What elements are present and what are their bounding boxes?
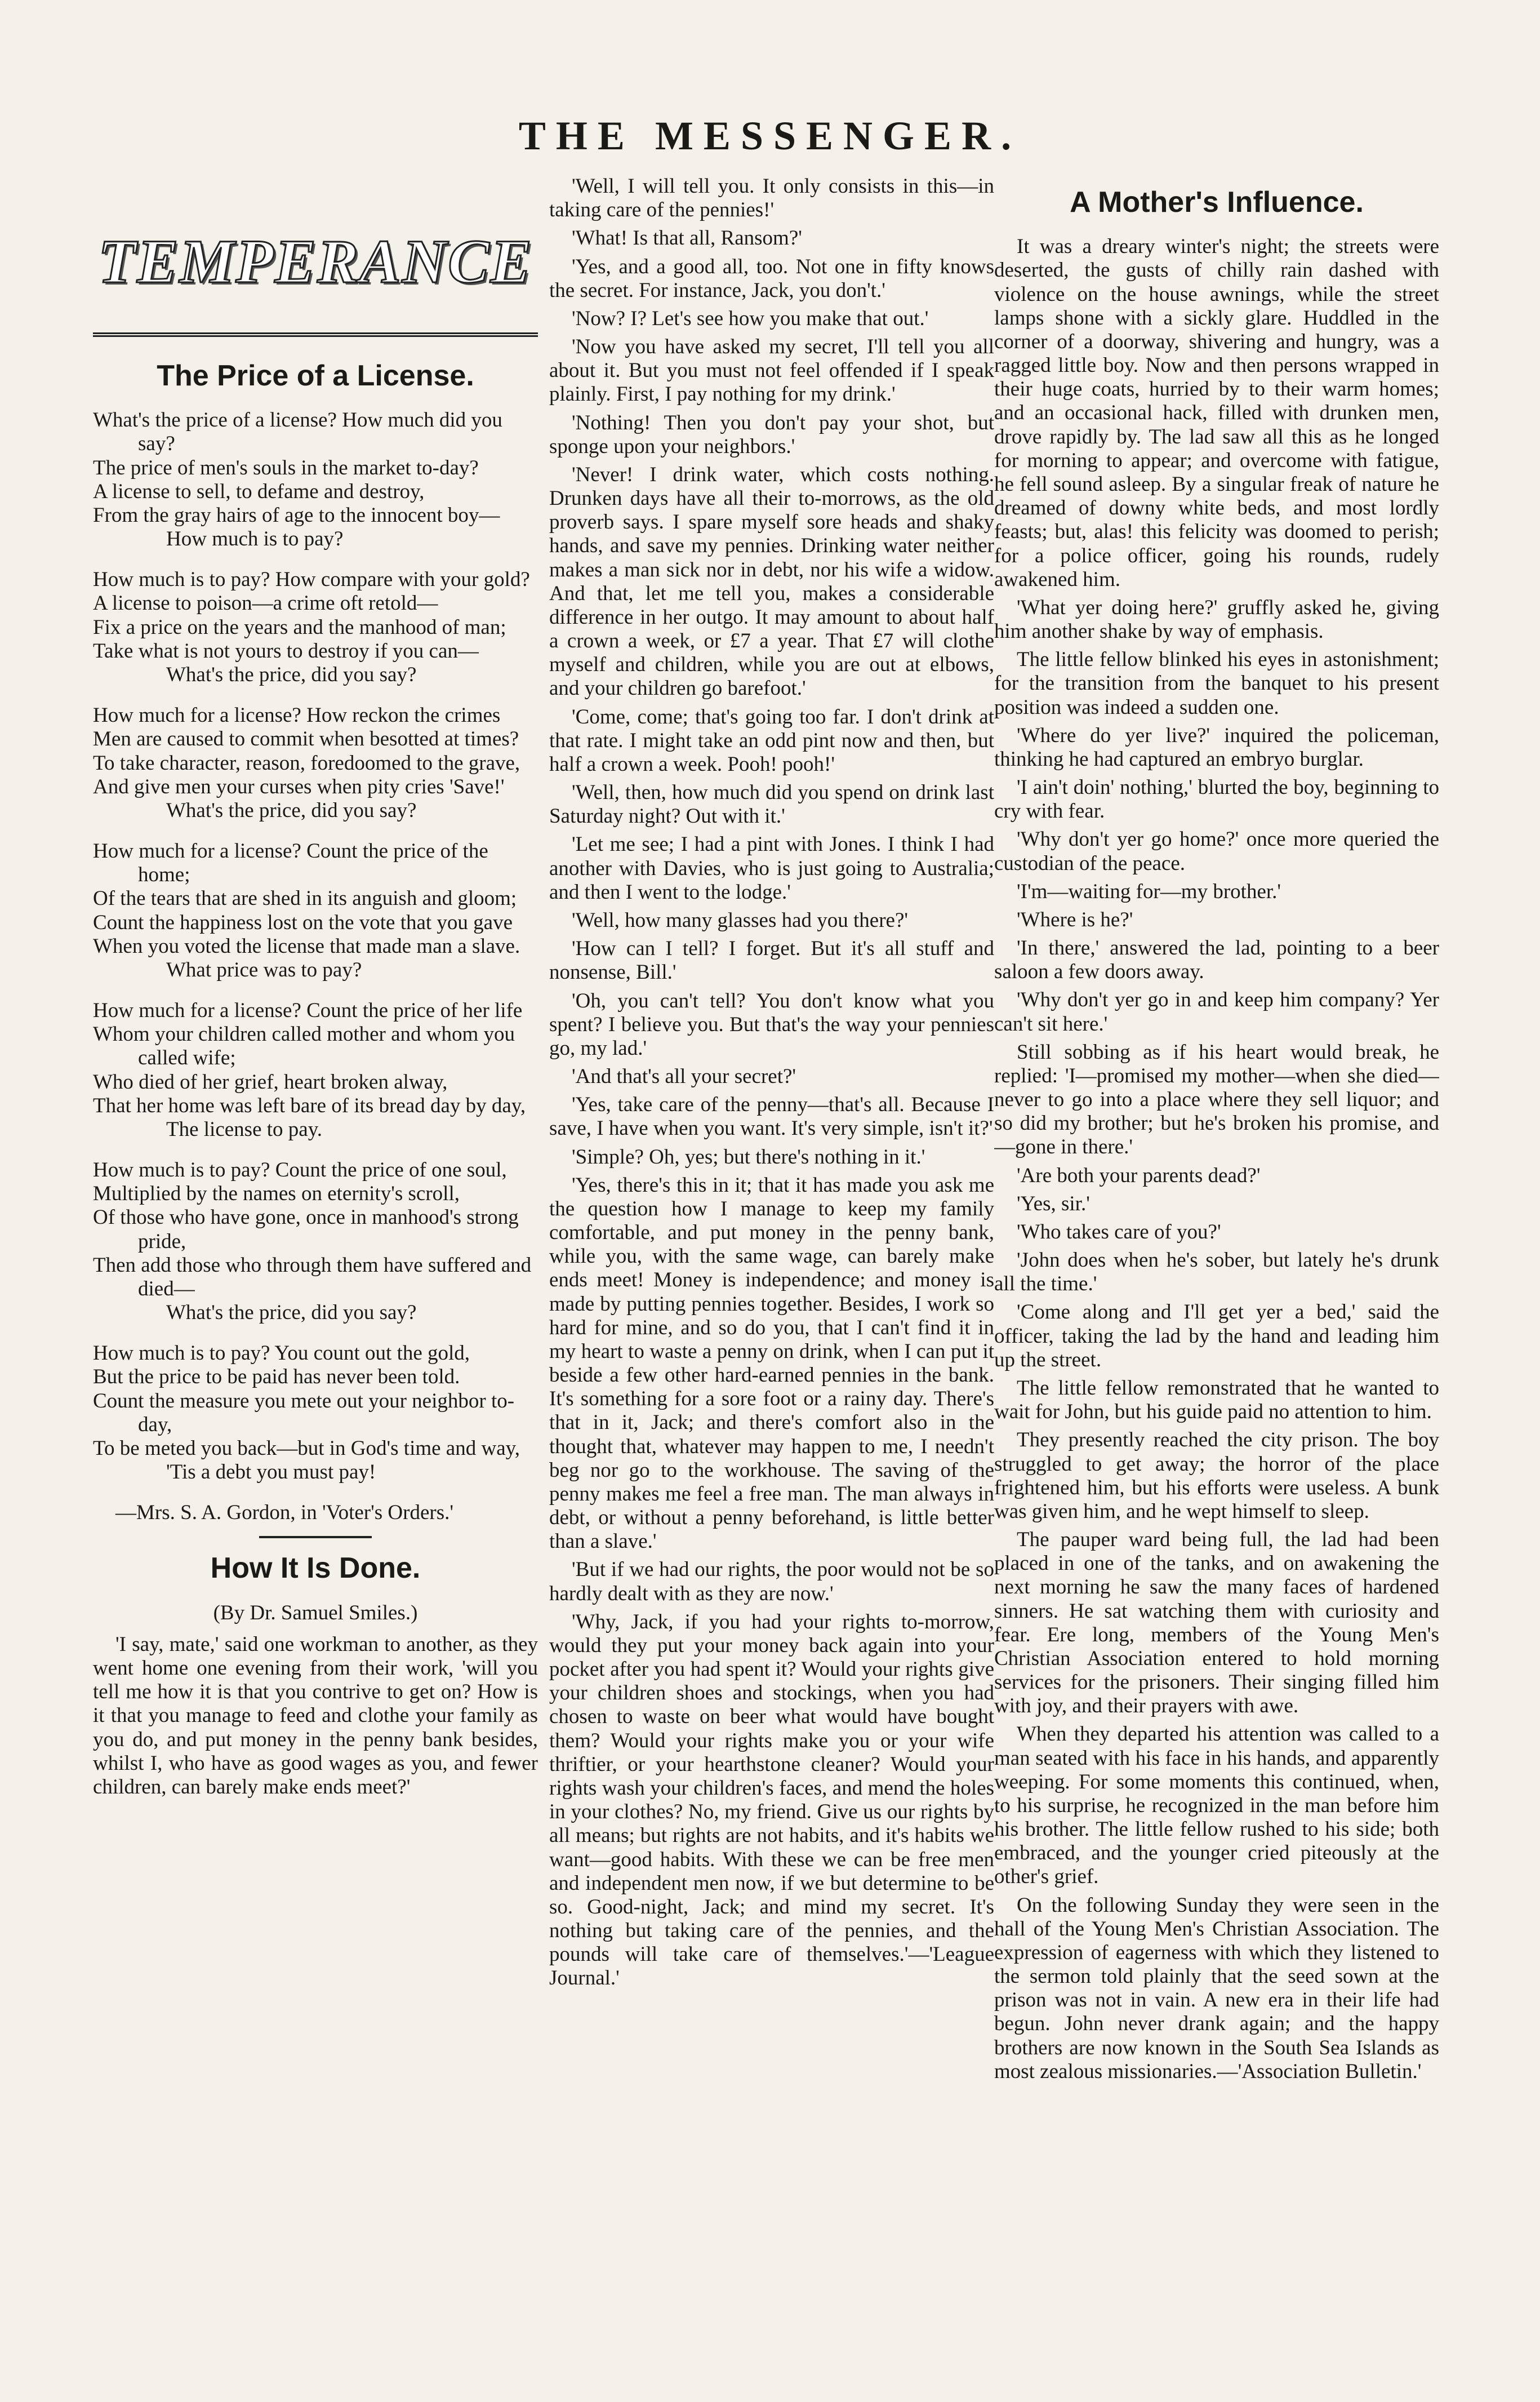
article-paragraph: 'Who takes care of you?' — [1017, 1220, 1221, 1244]
article-paragraph: 'Where is he?' — [1017, 908, 1133, 931]
column-middle — [549, 175, 994, 2372]
story-paragraph: 'Nothing! Then you don't pay your shot, but sponge upon your neighbors.' — [549, 411, 994, 458]
story-paragraph: 'But if we had our rights, the poor would not be so hardly dealt with as they are now.' — [549, 1558, 994, 1605]
poem-stanza — [93, 568, 538, 687]
story-paragraph: 'Now? I? Let's see how you make that out.' — [572, 307, 929, 330]
poem-refrain: The license to pay. — [166, 1117, 323, 1141]
article-paragraph: 'I'm—waiting for—my brother.' — [1017, 880, 1281, 903]
poem-refrain: What's the price, did you say? — [166, 798, 417, 822]
poem-line: Take what is not yours to destroy if you can— — [93, 639, 479, 663]
article-paragraph: When they departed his attention was called to a man seated with his face in his hands, and apparently weeping. For some moments this continued, when, to his surprise, he recognized in the man before him his brother. The little fellow rushed to his side; both embraced, and the younger cried piteously at the other's grief. — [994, 1722, 1439, 1889]
story-title: How It Is Done. — [210, 1552, 421, 1585]
article-paragraph: The little fellow remonstrated that he wanted to wait for John, but his guide paid no attention to him. — [994, 1377, 1439, 1424]
article-body — [994, 235, 1439, 2084]
poem-stanza — [93, 409, 538, 551]
poem-line: How much for a license? Count the price of the home; — [93, 840, 488, 887]
article-paragraph: The little fellow blinked his eyes in astonishment; for the transition from the banquet to his present position was indeed a sudden one. — [994, 648, 1439, 719]
poem-line: From the gray hairs of age to the innocent boy— — [93, 503, 500, 527]
poem-line: How much is to pay? How compare with your gold? — [93, 568, 530, 592]
poem-stanza — [93, 704, 538, 823]
article-paragraph: 'Come along and I'll get yer a bed,' said the officer, taking the lad by the hand and leading him up the street. — [994, 1300, 1439, 1371]
poem-line: Count the happiness lost on the vote that you gave — [93, 911, 513, 934]
poem-stanza — [93, 1342, 538, 1484]
story-byline: (By Dr. Samuel Smiles.) — [213, 1601, 418, 1624]
story-body-part2 — [549, 175, 994, 1991]
poem-line: Then add those who through them have suffered and died— — [93, 1253, 532, 1300]
article-paragraph: The pauper ward being full, the lad had been placed in one of the tanks, and on awakening the next morning he saw the many faces of hardened sinners. He sat watching them with curiosity and fear. Ere long, members of the Young Men's Christian Association entered to hold morning services for the prisoners. Their singing filled him with joy, and their prayers with awe. — [994, 1528, 1439, 1718]
story-paragraph: 'Oh, you can't tell? You don't know what you spent? I believe you. But that's the way your pennies go, my lad.' — [549, 989, 994, 1060]
article-paragraph: 'John does when he's sober, but lately he's drunk all the time.' — [994, 1249, 1439, 1296]
temperance-banner — [93, 192, 538, 337]
article-paragraph: 'What yer doing here?' gruffly asked he, giving him another shake by way of emphasis. — [994, 596, 1439, 643]
story-paragraph: 'Yes, and a good all, too. Not one in fifty knows the secret. For instance, Jack, you don't.' — [549, 255, 994, 302]
poem-stanza — [93, 1158, 538, 1325]
story-paragraph: 'Yes, there's this in it; that it has made you ask me the question how I manage to keep my family comfortable, and put money in the penny bank, while you, with the same wage, can barely make ends meet! Money is independence; and money is made by putting pennies together. Besides, I work so hard for mine, and so do you, that I can't find it in my heart to waste a penny on drink, when I can put it beside a few other hard-earned pennies in the bank. It's something for a sore foot or a rainy day. There's that in it, Jack; and there's comfort also in the thought that, whatever may happen to me, I needn't beg nor go to the workhouse. The saving of the penny makes me feel a free man. The man always in debt, or without a penny beforehand, is little better than a slave.' — [549, 1173, 994, 1553]
poem-line: Fix a price on the years and the manhood of man; — [93, 615, 506, 639]
story-paragraph: 'How can I tell? I forget. But it's all stuff and nonsense, Bill.' — [549, 937, 994, 984]
poem-refrain: What's the price, did you say? — [166, 1301, 417, 1325]
column-right — [994, 175, 1439, 2372]
story-paragraph: 'Why, Jack, if you had your rights to-morrow, would they put your money back again into your pocket after you had spent it? Would your rights give your children shoes and stockings, when you had chosen to waste on beer what would have bought them? Would your rights make you or your wife thriftier, or your hearthstone cleaner? Would your rights wash your children's faces, and mend the holes in your clothes? No, my friend. Give us our rights by all means; but rights are not habits, and it's habits we want—good habits. With these we can be free men and independent men now, if we but determine to be so. Good-night, Jack; and mind my secret. It's nothing but taking care of the pennies, and the pounds will take care of themselves.'—'League Journal.' — [549, 1610, 994, 1990]
poem-line: The price of men's souls in the market to-day? — [93, 456, 479, 479]
poem-line: A license to poison—a crime oft retold— — [93, 592, 438, 615]
story-paragraph: 'Never! I drink water, which costs nothing. Drunken days have all their to-morrows, as the old proverb says. I spare myself sore heads and shaky hands, and save my pennies. Drinking water neither makes a man sick nor in debt, nor his wife a widow. And that, let me tell you, makes a considerable difference in her outgo. It may amount to about half a crown a week, or £7 a year. That £7 will clothe myself and children, while you are out at elbows, and your children go barefoot.' — [549, 463, 994, 700]
story-paragraph: 'Let me see; I had a pint with Jones. I think I had another with Davies, who is just going to Australia; and then I went to the lodge.' — [549, 833, 994, 904]
poem-refrain: What price was to pay? — [166, 958, 362, 982]
article-paragraph: 'Yes, sir.' — [1017, 1192, 1090, 1215]
article-paragraph: 'Where do yer live?' inquired the policeman, thinking he had captured an embryo burglar. — [994, 723, 1439, 771]
poem-line: A license to sell, to defame and destroy, — [93, 479, 425, 503]
poem-line: Of the tears that are shed in its anguish and gloom; — [93, 887, 517, 911]
poem-refrain: 'Tis a debt you must pay! — [166, 1460, 376, 1484]
article-title: A Mother's Influence. — [1070, 186, 1364, 219]
article-paragraph: It was a dreary winter's night; the streets were deserted, the gusts of chilly rain dashed with violence on the house awnings, while the street lamps shone with a sickly glare. Huddled in the corner of a doorway, shivering and hungry, was a ragged little boy. Now and then persons wrapped in their huge coats, hurried by to their warm homes; and an occasional hack, filled with drunken men, drove rapidly by. The lad saw all this as he longed for morning to appear; and overcome with fatigue, he fell sound asleep. By a singular freak of nature he dreamed of downy white beds, and most lordly feasts; but, alas! this felicity was doomed to perish; for a police officer, going his rounds, rudely awakened him. — [994, 235, 1439, 591]
column-left — [93, 175, 538, 2372]
poem-refrain: How much is to pay? — [166, 527, 344, 551]
poem-line: When you voted the license that made man a slave. — [93, 934, 520, 958]
poem-title: The Price of a License. — [157, 359, 474, 392]
poem-attribution: —Mrs. S. A. Gordon, in 'Voter's Orders.' — [115, 1501, 454, 1525]
poem-line: How much for a license? How reckon the crimes — [93, 704, 501, 727]
story-paragraph: 'Come, come; that's going too far. I don't drink at that rate. I might take an odd pint now and then, but half a crown a week. Pooh! pooh!' — [549, 705, 994, 776]
temperance-banner-title: TEMPERANCE — [98, 227, 533, 296]
masthead: THE MESSENGER. — [518, 113, 1022, 158]
story-paragraph: 'And that's all your secret?' — [572, 1065, 796, 1089]
poem-body — [93, 409, 538, 1484]
article-paragraph: They presently reached the city prison. The boy struggled to get away; the horror of the place frightened him, but his efforts were useless. A bunk was given him, and he wept himself to sleep. — [994, 1428, 1439, 1523]
story-paragraph: 'Well, how many glasses had you there?' — [572, 908, 909, 932]
poem-line: Count the measure you mete out your neighbor to-day, — [93, 1389, 515, 1436]
story-paragraph: 'I say, mate,' said one workman to another, as they went home one evening from their work, 'will you tell me how it is that you contrive to get on? How is it that you manage to feed and clothe your family as you do, and put money in the penny bank besides, whilst I, who have as good wages as you, and fewer children, can barely make ends meet?' — [93, 1632, 538, 1799]
story-paragraph: 'Well, I will tell you. It only consists in this—in taking care of the pennies!' — [549, 175, 994, 222]
poem-line: How much is to pay? Count the price of one soul, — [93, 1158, 507, 1182]
article-paragraph: 'Are both your parents dead?' — [1017, 1164, 1261, 1187]
article-paragraph: 'I ain't doin' nothing,' blurted the boy, beginning to cry with fear. — [994, 776, 1439, 823]
poem-line: To be meted you back—but in God's time and way, — [93, 1436, 520, 1460]
article-paragraph: 'Why don't yer go in and keep him company? Yer can't sit here.' — [994, 988, 1439, 1036]
poem-line: Men are caused to commit when besotted at times? — [93, 727, 519, 751]
poem-line: And give men your curses when pity cries 'Save!' — [93, 775, 505, 798]
poem-line: Of those who have gone, once in manhood's strong pride, — [93, 1206, 519, 1253]
article-paragraph: On the following Sunday they were seen in the hall of the Young Men's Christian Association. The expression of eagerness with which they listened to the sermon told plainly that the seed sown at the prison was not in vain. A new era in their life had begun. John never drank again; and the happy brothers are now known in the South Sea Islands as most zealous missionaries.—'Association Bulletin.' — [994, 1893, 1439, 2083]
poem-line: Whom your children called mother and whom you called wife; — [93, 1023, 515, 1070]
section-divider — [259, 1536, 372, 1538]
story-paragraph: 'Well, then, how much did you spend on drink last Saturday night? Out with it.' — [549, 781, 994, 828]
story-paragraph: 'Simple? Oh, yes; but there's nothing in it.' — [572, 1145, 925, 1169]
poem-stanza — [93, 999, 538, 1142]
poem-refrain: What's the price, did you say? — [166, 663, 417, 686]
story-paragraph: 'Now you have asked my secret, I'll tell you all about it. But you must not feel offended if I speak plainly. First, I pay nothing for my drink.' — [549, 335, 994, 406]
poem-line: How much is to pay? You count out the gold, — [93, 1342, 470, 1365]
poem-line: What's the price of a license? How much did you say? — [93, 409, 502, 456]
poem-line: How much for a license? Count the price of her life — [93, 999, 523, 1023]
poem-line: To take character, reason, foredoomed to the grave, — [93, 751, 520, 775]
article-paragraph: 'In there,' answered the lad, pointing to a beer saloon a few doors away. — [994, 936, 1439, 984]
poem-line: Who died of her grief, heart broken alway, — [93, 1070, 448, 1094]
article-paragraph: Still sobbing as if his heart would break, he replied: 'I—promised my mother—when she died—never to go into a place where they sell liquor; and so did my brother; but he's broken his promise, and—gone in there.' — [994, 1040, 1439, 1159]
article-paragraph: 'Why don't yer go home?' once more queried the custodian of the peace. — [994, 828, 1439, 875]
poem-stanza — [93, 840, 538, 982]
story-body-part1 — [93, 1633, 538, 1799]
poem-line: That her home was left bare of its bread day by day, — [93, 1094, 526, 1117]
story-paragraph: 'What! Is that all, Ransom?' — [572, 227, 802, 250]
poem-line: But the price to be paid has never been told. — [93, 1365, 460, 1389]
story-paragraph: 'Yes, take care of the penny—that's all. Because I save, I have when you want. It's very simple, isn't it?' — [549, 1093, 994, 1140]
poem-line: Multiplied by the names on eternity's scroll, — [93, 1182, 460, 1206]
